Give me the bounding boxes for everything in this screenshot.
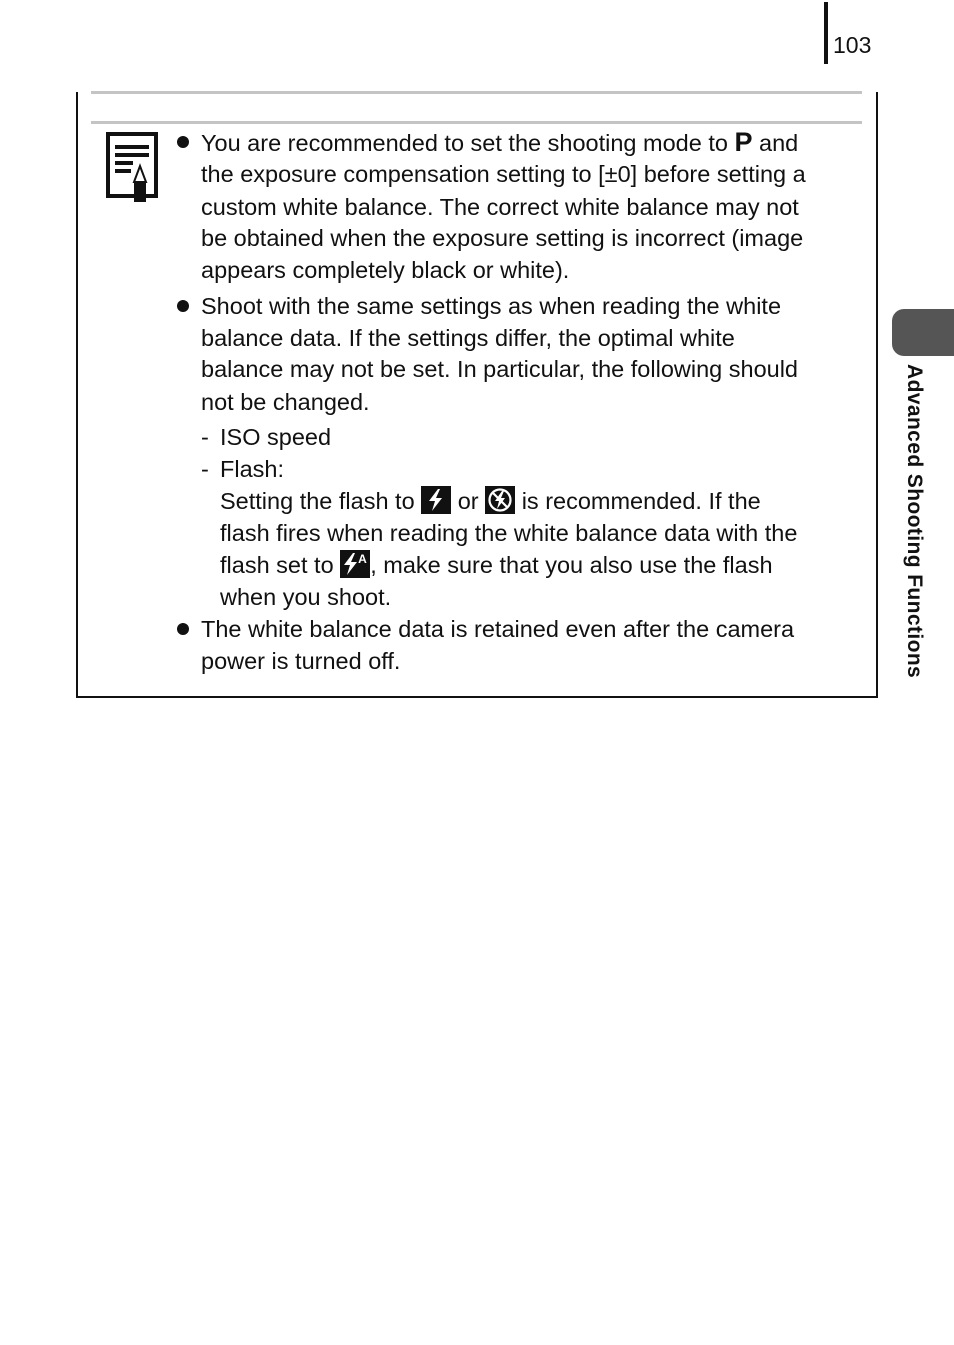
sub-item-iso-speed: ISO speed xyxy=(220,424,332,450)
flash-auto-icon xyxy=(340,550,370,578)
section-title: Advanced Shooting Functions xyxy=(903,364,926,679)
sub-item-dash: - xyxy=(201,424,209,450)
flash-on-icon xyxy=(421,486,451,514)
sub-item-flash: Flash: xyxy=(220,456,284,482)
note-text: is recommended. If the xyxy=(521,488,761,514)
note-line xyxy=(201,127,798,158)
note-text: and xyxy=(759,130,799,156)
note-line: flash fires when reading the white balance data with the xyxy=(220,520,798,546)
note-line: Shoot with the same settings as when reading the white xyxy=(201,293,782,319)
note-line xyxy=(220,486,761,516)
note-text: or xyxy=(457,488,479,514)
note-text: flash set to xyxy=(220,552,334,578)
note-line: appears completely black or white). xyxy=(201,257,570,283)
note-line: The white balance data is retained even after the camera xyxy=(201,616,795,642)
svg-text:A: A xyxy=(358,552,368,566)
note-line: when you shoot. xyxy=(220,584,392,610)
note-line: balance may not be set. In particular, the following should xyxy=(201,356,799,382)
program-mode-p-icon: P xyxy=(734,127,753,157)
note-text: , make sure that you also use the flash xyxy=(370,552,773,578)
note-line: custom white balance. The correct white balance may not xyxy=(201,194,799,220)
note-line xyxy=(220,550,773,580)
flash-off-icon xyxy=(485,486,515,514)
note-line: power is turned off. xyxy=(201,648,401,674)
note-text: You are recommended to set the shooting mode to xyxy=(201,130,728,156)
note-line: not be changed. xyxy=(201,389,370,415)
bullet xyxy=(177,300,189,312)
note-line: the exposure compensation setting to [±0] before setting a xyxy=(201,161,806,187)
note-text: Setting the flash to xyxy=(220,488,415,514)
bullet xyxy=(177,136,189,148)
sub-item-dash: - xyxy=(201,456,209,482)
note-line: be obtained when the exposure setting is incorrect (image xyxy=(201,225,804,251)
page-number: 103 xyxy=(833,32,872,58)
note-line: balance data. If the settings differ, the optimal white xyxy=(201,325,735,351)
bullet xyxy=(177,623,189,635)
